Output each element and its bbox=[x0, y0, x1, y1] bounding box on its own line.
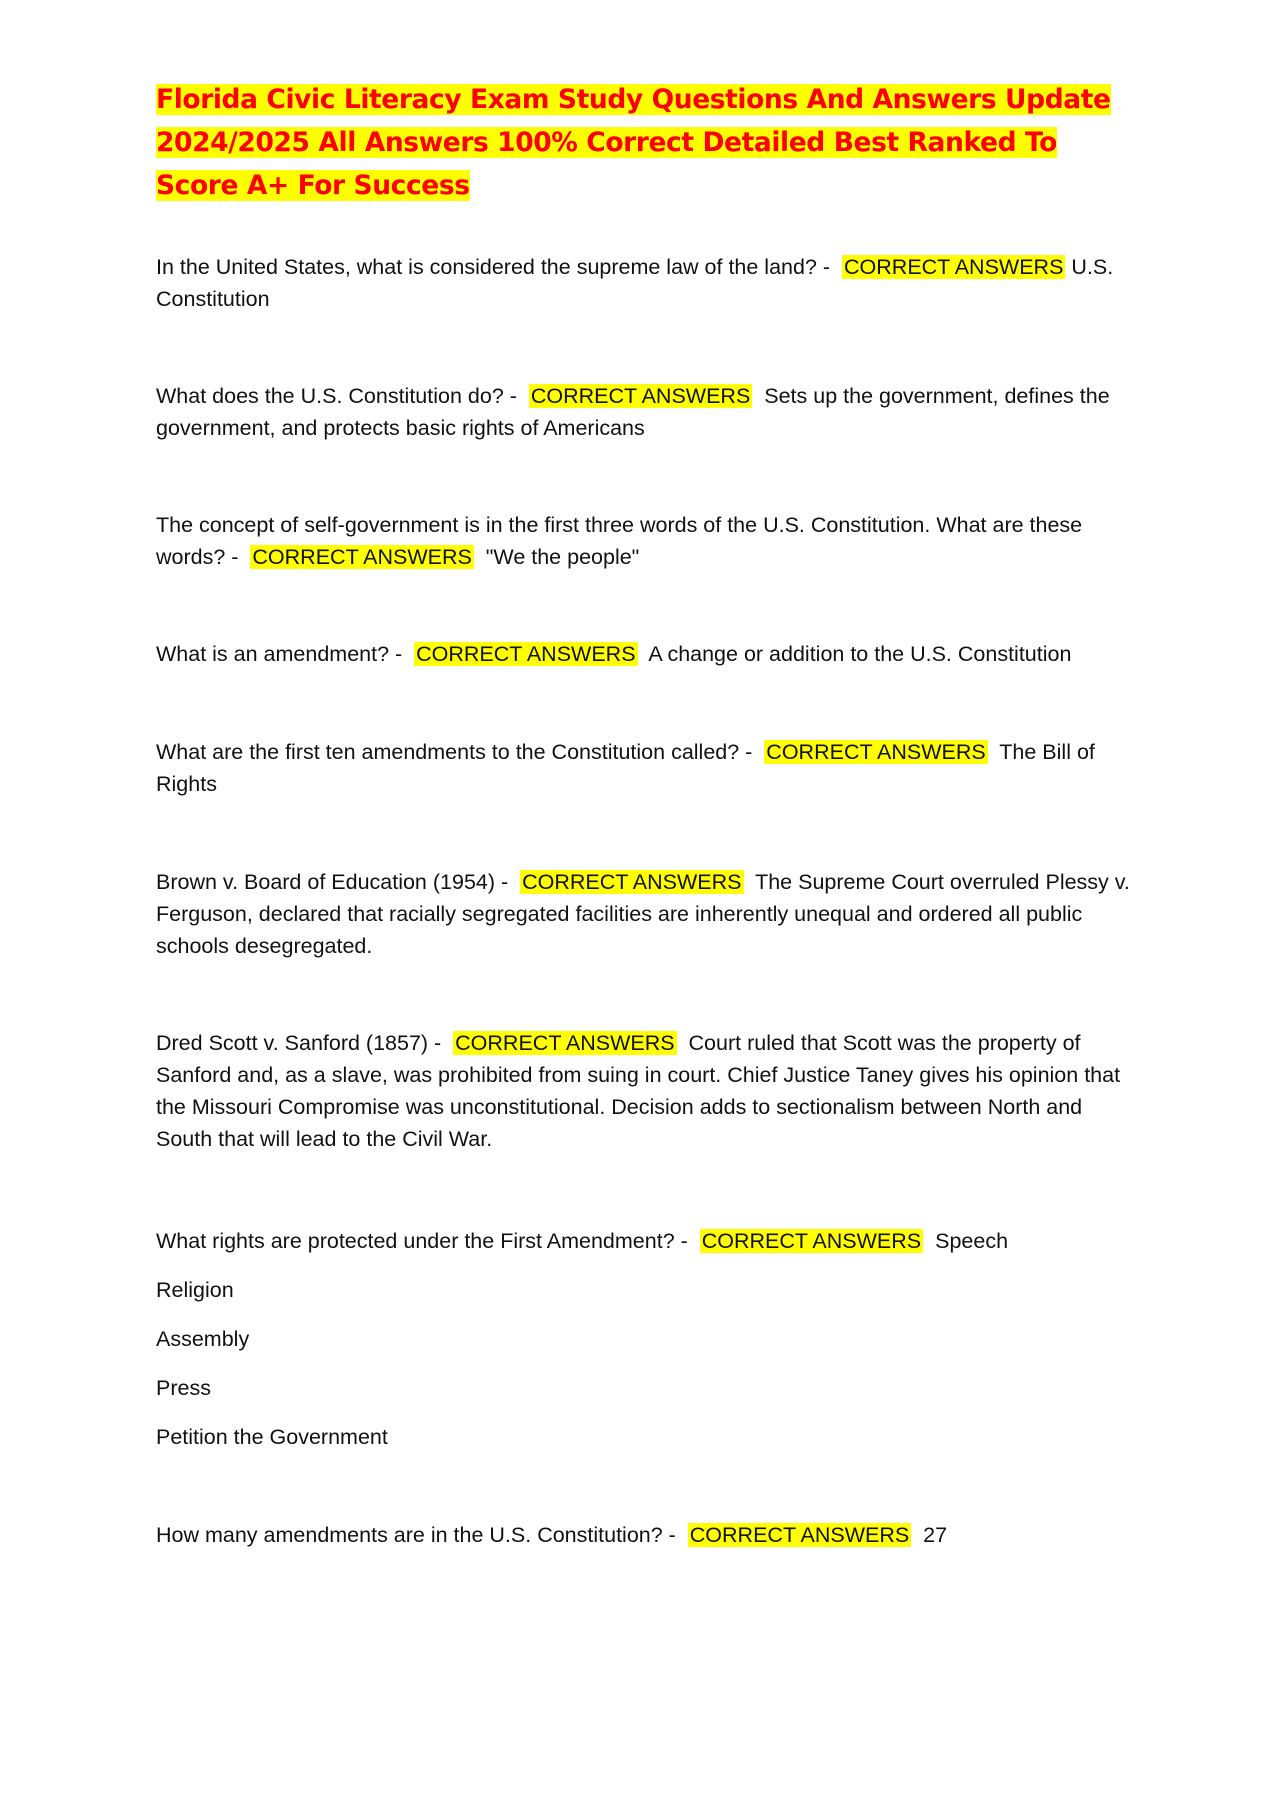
qa-item bbox=[156, 509, 1136, 573]
question-text: Brown v. Board of Education (1954) - bbox=[156, 870, 509, 894]
answer-tag: CORRECT ANSWERS bbox=[844, 255, 1064, 279]
answer-text: Speech bbox=[935, 1229, 1009, 1253]
question-text: What are the first ten amendments to the Constitution called? - bbox=[156, 740, 753, 764]
answer-tag: CORRECT ANSWERS bbox=[522, 870, 742, 894]
document-page bbox=[156, 78, 1136, 1547]
answer-list-item: Assembly bbox=[156, 1327, 250, 1351]
document-title-text: Florida Civic Literacy Exam Study Questions And Answers Update 2024/2025 All Answers 100% Correct Detailed Best Ranked To Score A+ For Success bbox=[156, 84, 1111, 201]
answer-text: U.S. Constitution bbox=[156, 255, 1114, 311]
qa-item bbox=[156, 638, 1156, 670]
answer-text: The Bill of Rights bbox=[156, 740, 1095, 796]
answer-text: 27 bbox=[923, 1523, 948, 1547]
question-text: What does the U.S. Constitution do? - bbox=[156, 384, 517, 408]
question-text: How many amendments are in the U.S. Constitution? - bbox=[156, 1523, 676, 1547]
document-title bbox=[156, 78, 1136, 207]
answer-tag: CORRECT ANSWERS bbox=[530, 384, 751, 408]
question-text: What rights are protected under the First Amendment? - bbox=[156, 1229, 688, 1253]
answer-text: "We the people" bbox=[485, 545, 640, 569]
answer-list-item: Religion bbox=[156, 1278, 234, 1302]
question-text: What is an amendment? - bbox=[156, 642, 403, 666]
qa-item bbox=[156, 866, 1136, 962]
qa-item bbox=[156, 1225, 1136, 1453]
qa-item bbox=[156, 1519, 1136, 1551]
qa-question-line bbox=[156, 1225, 1136, 1257]
answer-text: A change or addition to the U.S. Constitution bbox=[648, 642, 1072, 666]
question-text: Dred Scott v. Sanford (1857) - bbox=[156, 1031, 442, 1055]
question-text: In the United States, what is considered the supreme law of the land? - bbox=[156, 255, 831, 279]
answer-tag: CORRECT ANSWERS bbox=[689, 1523, 910, 1547]
answer-list-item: Press bbox=[156, 1376, 211, 1400]
answer-text: Court ruled that Scott was the property of Sanford and, as a slave, was prohibited from suing in court. Chief Justice Taney gives his opinion that the Missouri Compromise was unconstitutional. Decision adds to sectionalism between North and South that will lead to the Civil War. bbox=[156, 1031, 1121, 1151]
answer-tag: CORRECT ANSWERS bbox=[701, 1229, 922, 1253]
answer-text: Sets up the government, defines the government, and protects basic rights of Americans bbox=[156, 384, 1110, 440]
answer-list-item: Petition the Government bbox=[156, 1425, 388, 1449]
qa-item bbox=[156, 251, 1136, 315]
qa-item bbox=[156, 1027, 1136, 1155]
answer-tag: CORRECT ANSWERS bbox=[252, 545, 472, 569]
question-text: The concept of self-government is in the first three words of the U.S. Constitution. What are these words? - bbox=[156, 513, 1083, 569]
answer-tag: CORRECT ANSWERS bbox=[455, 1031, 675, 1055]
answer-tag: CORRECT ANSWERS bbox=[416, 642, 636, 666]
qa-item bbox=[156, 736, 1136, 800]
answer-tag: CORRECT ANSWERS bbox=[766, 740, 986, 764]
answer-text: The Supreme Court overruled Plessy v. Ferguson, declared that racially segregated facilities are inherently unequal and ordered all public schools desegregated. bbox=[156, 870, 1130, 958]
qa-item bbox=[156, 380, 1136, 444]
